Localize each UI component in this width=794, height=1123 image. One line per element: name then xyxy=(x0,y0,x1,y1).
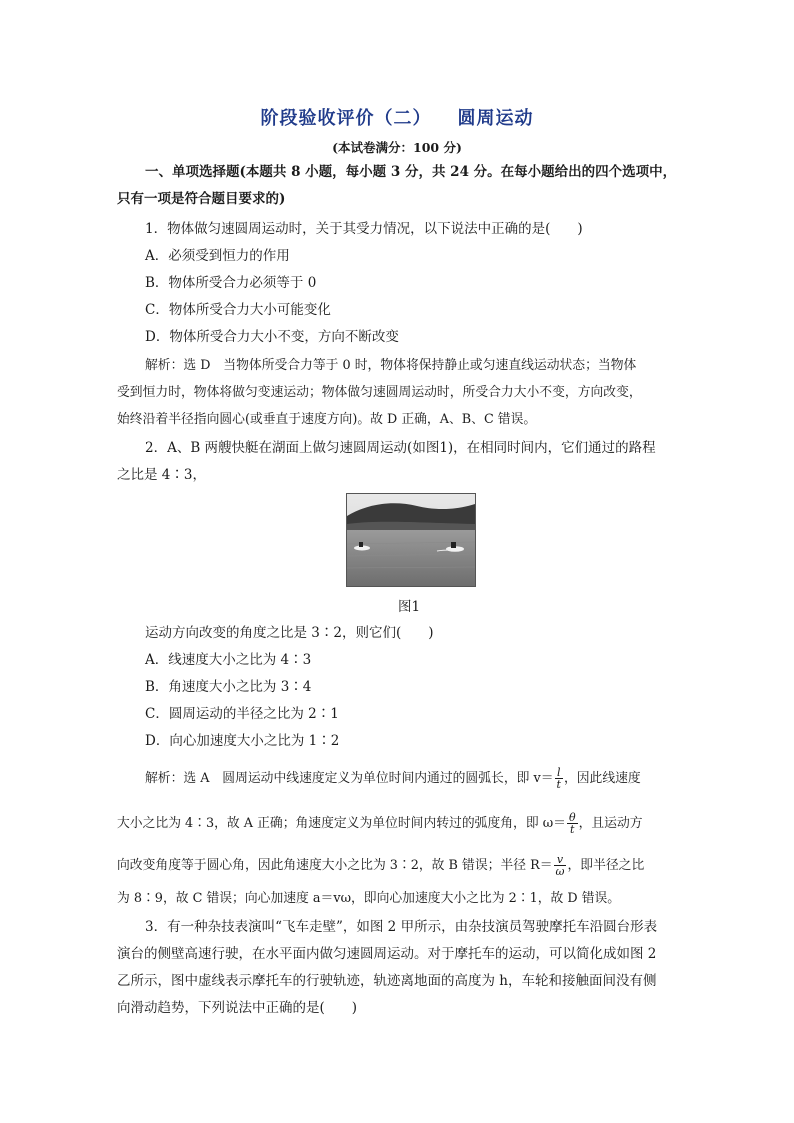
q2-stem-3: 运动方向改变的角度之比是 3∶2，则它们( ) xyxy=(145,625,434,641)
q1-option-d: D．物体所受合力大小不变，方向不断改变 xyxy=(145,329,399,345)
q1-stem: 1．物体做匀速圆周运动时，关于其受力情况，以下说法中正确的是( ) xyxy=(145,221,583,237)
q2-option-d: D．向心加速度大小之比为 1∶2 xyxy=(145,733,340,749)
q2-solution-3: 向改变角度等于圆心角，因此角速度大小之比为 3∶2，故 B 错误；半径 R＝ $\frac{v}{\omega}$ ，即半径之比 xyxy=(117,853,645,878)
q2-solution-2: 大小之比为 4∶3，故 A 正确；角速度定义为单位时间内转过的弧度角，即 ω＝ $\frac{\theta}{t}$ ，且运动方 xyxy=(117,811,643,836)
title-stage: 阶段验收评价（二） xyxy=(260,108,432,129)
fraction-theta-over-t: $\frac{\theta}{t}$ xyxy=(568,811,576,836)
figure-1-photo xyxy=(346,493,476,587)
q2-option-b: B．角速度大小之比为 3∶4 xyxy=(145,679,312,695)
q2-solution-1: 解析：选 A 圆周运动中线速度定义为单位时间内通过的圆弧长，即 v＝ $\frac{l}{t}$ ，因此线速度 xyxy=(145,766,641,791)
section-heading: 一、单项选择题(本题共 8 小题，每小题 3 分，共 24 分。在每小题给出的四个选项中， xyxy=(145,164,677,180)
q2-option-a: A．线速度大小之比为 4∶3 xyxy=(145,652,312,668)
q2-stem-2: 之比是 4∶3， xyxy=(117,467,206,483)
q3-stem-1: 3．有一种杂技表演叫“飞车走壁”，如图 2 甲所示，由杂技演员驾驶摩托车沿圆台形表 xyxy=(145,919,658,935)
lake-boats-photo xyxy=(347,494,475,586)
q1-option-b: B．物体所受合力必须等于 0 xyxy=(145,275,317,291)
score-note: (本试卷满分：100 分) xyxy=(332,140,462,155)
q3-stem-2: 演台的侧壁高速行驶，在水平面内做匀速圆周运动。对于摩托车的运动，可以简化成如图 2 xyxy=(117,946,657,962)
fraction-l-over-t: $\frac{l}{t}$ xyxy=(556,766,561,791)
fraction-v-over-omega: $\frac{v}{\omega}$ xyxy=(555,853,565,878)
q2-solution-4: 为 8∶9，故 C 错误；向心加速度 a＝vω，即向心加速度大小之比为 2∶1，故 D 错误。 xyxy=(117,891,621,906)
q2-option-c: C．圆周运动的半径之比为 2∶1 xyxy=(145,706,339,722)
q1-solution-3: 始终沿着半径指向圆心(或垂直于速度方向)。故 D 正确，A、B、C 错误。 xyxy=(117,412,537,427)
page-title xyxy=(0,104,794,130)
q1-solution-1: 解析：选 D 当物体所受合力等于 0 时，物体将保持静止或匀速直线运动状态；当物体 xyxy=(145,358,637,373)
q2-stem-1: 2．A、B 两艘快艇在湖面上做匀速圆周运动(如图1)，在相同时间内，它们通过的路程 xyxy=(145,440,656,456)
q1-option-c: C．物体所受合力大小可能变化 xyxy=(145,302,331,318)
title-topic: 圆周运动 xyxy=(457,108,534,129)
q1-option-a: A．必须受到恒力的作用 xyxy=(145,248,290,264)
figure-1-caption: 图1 xyxy=(397,599,421,615)
section-heading-cont: 只有一项是符合题目要求的) xyxy=(117,191,286,207)
q3-stem-4: 向滑动趋势，下列说法中正确的是( ) xyxy=(117,1000,358,1016)
q3-stem-3: 乙所示，图中虚线表示摩托车的行驶轨迹，轨迹离地面的高度为 h，车轮和接触面间没有侧 xyxy=(117,973,657,989)
q1-solution-2: 受到恒力时，物体将做匀变速运动；物体做匀速圆周运动时，所受合力大小不变，方向改变， xyxy=(117,385,642,400)
